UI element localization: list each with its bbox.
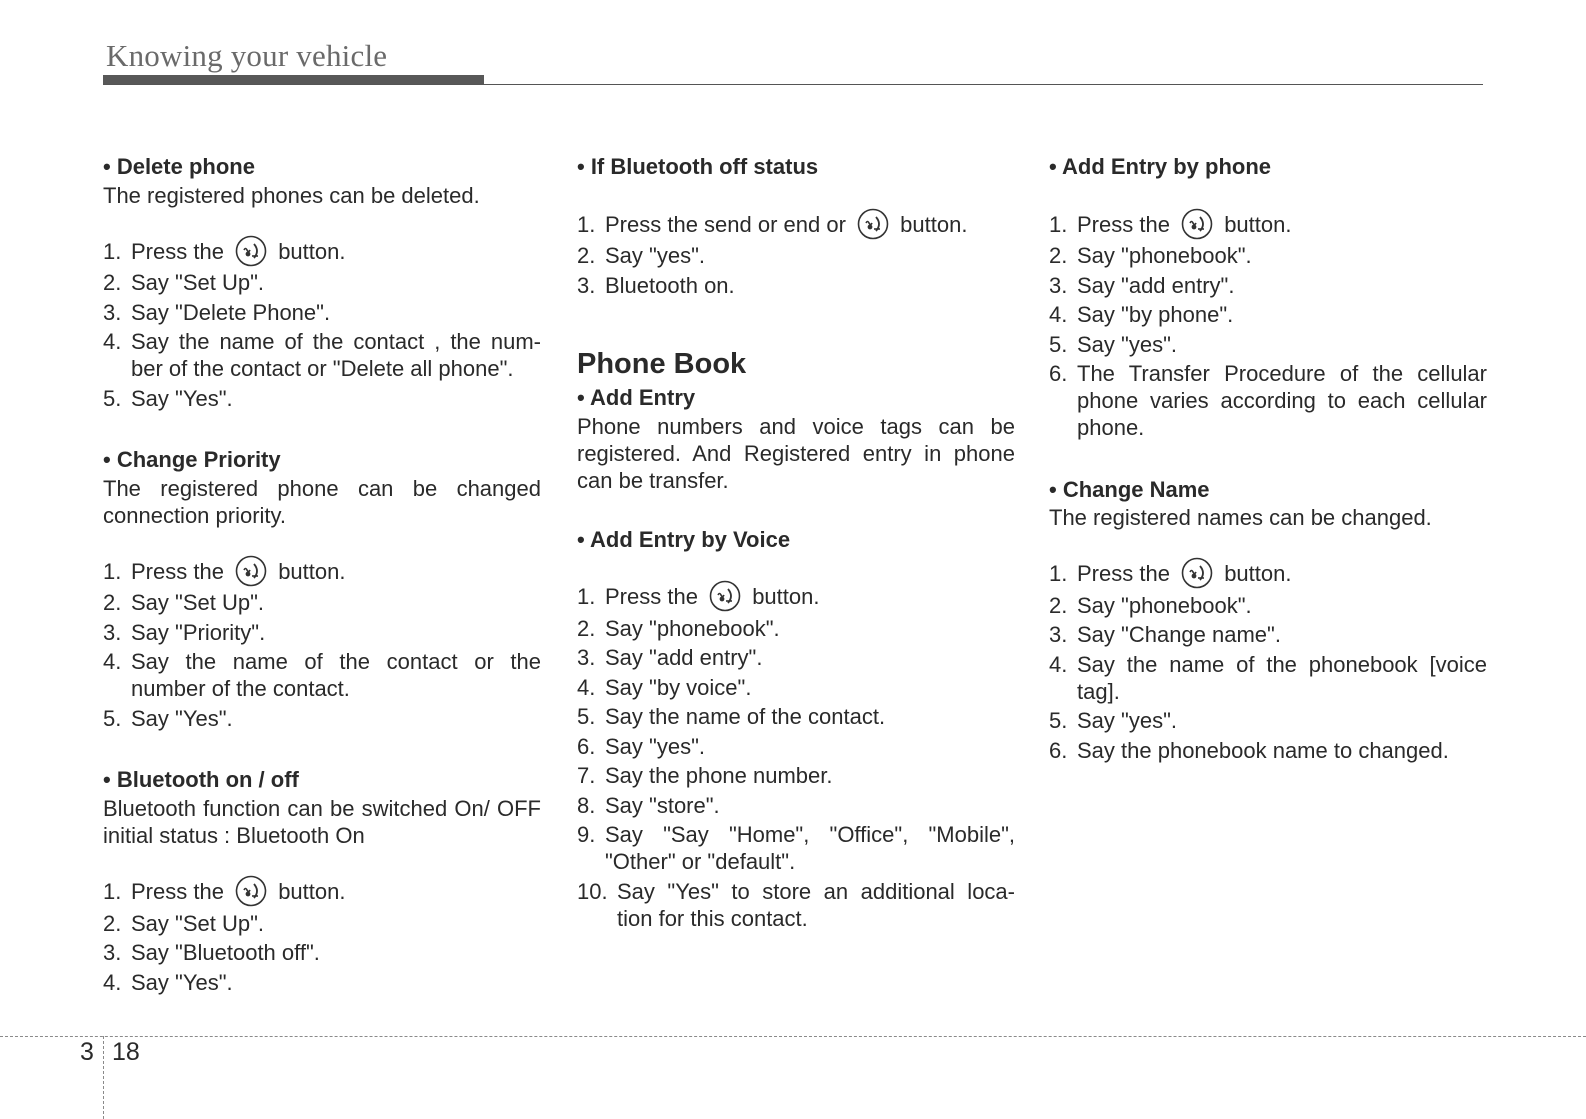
step-item <box>103 705 541 732</box>
step-item <box>103 619 541 646</box>
step-number: 4. <box>103 329 122 355</box>
step-number: 4. <box>577 674 596 700</box>
voice-recognition-talk-icon <box>1181 208 1213 240</box>
step-text: Press the <box>1077 211 1170 237</box>
change-priority-heading: • Change Priority <box>103 447 281 473</box>
step-number: 3. <box>103 940 122 966</box>
step-item <box>1049 737 1487 764</box>
step-text: Say "Yes". <box>131 705 233 731</box>
step-item <box>103 385 541 412</box>
voice-recognition-talk-icon <box>857 208 889 240</box>
bt-off-heading: • If Bluetooth off status <box>577 154 819 179</box>
step-text: Say the name of the contact , the num- ber of the contact or "Delete all phone". <box>131 329 541 382</box>
bluetooth-onoff-intro: Bluetooth function can be switched On/ OFF initial status : Bluetooth On <box>103 795 541 848</box>
step-text: Say "add entry". <box>605 645 763 671</box>
step-number: 1. <box>103 878 122 904</box>
step-item <box>577 615 1015 642</box>
step-number: 3. <box>103 299 122 325</box>
step-number: 5. <box>103 385 122 411</box>
step-text: Say the name of the contact or the number of the contact. <box>131 649 541 702</box>
step-text: Say "by voice". <box>605 674 752 700</box>
add-by-voice-heading: • Add Entry by Voice <box>577 526 791 552</box>
step-number: 2. <box>103 590 122 616</box>
step-number: 3. <box>1049 622 1068 648</box>
step-text: Say "yes". <box>605 243 705 269</box>
step-number: 2. <box>1049 592 1068 618</box>
step-item <box>577 733 1015 760</box>
step-number: 2. <box>1049 243 1068 269</box>
step-number: 2. <box>577 615 596 641</box>
step-item <box>577 242 1015 269</box>
step-item <box>103 969 541 996</box>
step-number: 4. <box>103 649 122 675</box>
step-item <box>1049 301 1487 328</box>
step-number: 3. <box>1049 272 1068 298</box>
step-item <box>103 328 541 382</box>
step-number: 2. <box>577 243 596 269</box>
steps-list-10 <box>577 878 1015 932</box>
step-text: Say "Say "Home", "Office", "Mobile", "Other" or "default". <box>605 822 1015 875</box>
step-text: Say the phonebook name to changed. <box>1077 737 1449 763</box>
step-item <box>577 792 1015 819</box>
page-number: 18 <box>112 1038 140 1066</box>
step-item <box>577 644 1015 671</box>
delete-phone-heading: • Delete phone <box>103 154 255 179</box>
step-item <box>1049 707 1487 734</box>
step-text-after: button. <box>278 238 346 264</box>
step-text: Press the <box>605 584 698 610</box>
add-by-phone-heading: • Add Entry by phone <box>1049 154 1271 179</box>
step-item <box>1049 211 1487 240</box>
step-text: Bluetooth on. <box>605 272 735 298</box>
step-item <box>103 299 541 326</box>
column-1 <box>103 152 541 998</box>
step-item <box>103 589 541 616</box>
steps-list <box>577 583 1015 875</box>
change-priority-intro: The registered phone can be changed connection priority. <box>103 475 541 528</box>
step-number: 8. <box>577 792 596 818</box>
step-item <box>577 211 1015 240</box>
step-text: Say "Bluetooth off". <box>131 940 320 966</box>
step-text: Say "Priority". <box>131 619 266 645</box>
step-text: Press the <box>131 238 224 264</box>
step-number: 3. <box>103 619 122 645</box>
header-rule <box>103 84 1483 85</box>
add-entry-intro: Phone numbers and voice tags can be registered. And Registered entry in phone can be transfer. <box>577 413 1015 493</box>
step-text: Press the <box>131 558 224 584</box>
step-item <box>577 821 1015 875</box>
step-text-after: button. <box>752 584 820 610</box>
change-name-heading: • Change Name <box>1049 476 1210 502</box>
step-number: 4. <box>1049 651 1068 677</box>
step-item <box>103 878 541 907</box>
voice-recognition-talk-icon <box>235 235 267 267</box>
step-text: Say "Set Up". <box>131 910 265 936</box>
step-text: Say "Change name". <box>1077 622 1281 648</box>
step-item <box>1049 331 1487 358</box>
step-item <box>103 269 541 296</box>
step-text: Say "Delete Phone". <box>131 299 331 325</box>
step-text: Press the send or end or <box>605 211 846 237</box>
step-text: Press the <box>131 878 224 904</box>
step-text: Say "by phone". <box>1077 302 1234 328</box>
step-number: 5. <box>103 705 122 731</box>
steps-list <box>1049 211 1487 442</box>
step-item <box>577 878 1015 932</box>
step-text: Say "Set Up". <box>131 270 265 296</box>
step-item <box>103 910 541 937</box>
step-item <box>1049 360 1487 441</box>
steps-list <box>1049 560 1487 764</box>
step-text: Say "phonebook". <box>1077 592 1252 618</box>
step-item <box>577 674 1015 701</box>
bluetooth-onoff-heading: • Bluetooth on / off <box>103 767 299 793</box>
steps-list <box>577 211 1015 299</box>
step-number: 1. <box>577 584 596 610</box>
page-header-title: Knowing your vehicle <box>106 38 388 73</box>
voice-recognition-talk-icon <box>235 875 267 907</box>
voice-recognition-talk-icon <box>709 580 741 612</box>
step-item <box>1049 242 1487 269</box>
step-item <box>1049 621 1487 648</box>
step-number: 4. <box>1049 302 1068 328</box>
step-number: 5. <box>1049 331 1068 357</box>
step-item <box>103 648 541 702</box>
column-3 <box>1049 152 1487 766</box>
step-text-after: button. <box>1224 561 1292 587</box>
step-text: Say "yes". <box>1077 331 1177 357</box>
step-text: Say "phonebook". <box>1077 243 1252 269</box>
step-item <box>1049 592 1487 619</box>
phone-book-title: Phone Book <box>577 348 747 381</box>
step-item <box>103 558 541 587</box>
step-number: 6. <box>577 733 596 759</box>
step-text: Say "store". <box>605 792 720 818</box>
step-item <box>1049 272 1487 299</box>
chapter-number: 3 <box>80 1038 94 1066</box>
step-text: Press the <box>1077 561 1170 587</box>
step-number: 1. <box>103 238 122 264</box>
step-text: Say "yes". <box>1077 708 1177 734</box>
step-number: 1. <box>1049 561 1068 587</box>
step-text-after: button. <box>900 211 968 237</box>
change-name-intro: The registered names can be changed. <box>1049 505 1432 531</box>
step-number: 6. <box>1049 737 1068 763</box>
step-text: Say "Yes". <box>131 969 233 995</box>
footer-dashed-divider <box>103 1036 104 1119</box>
steps-list <box>103 558 541 732</box>
step-item <box>103 238 541 267</box>
step-text: Say the phone number. <box>605 763 833 789</box>
delete-phone-intro: The registered phones can be deleted. <box>103 182 480 208</box>
step-item <box>103 939 541 966</box>
step-text-after: button. <box>278 558 346 584</box>
steps-list <box>103 238 541 412</box>
step-item <box>577 762 1015 789</box>
footer-dashed-rule <box>0 1036 1586 1037</box>
step-number: 5. <box>577 704 596 730</box>
step-number: 2. <box>103 270 122 296</box>
step-number: 1. <box>103 558 122 584</box>
step-number: 1. <box>1049 211 1068 237</box>
add-entry-heading: • Add Entry <box>577 385 696 411</box>
header-accent-bar <box>103 75 484 84</box>
step-number: 3. <box>577 645 596 671</box>
step-text: Say "add entry". <box>1077 272 1235 298</box>
step-number: 5. <box>1049 708 1068 734</box>
voice-recognition-talk-icon <box>235 555 267 587</box>
step-number: 7. <box>577 763 596 789</box>
step-text: Say "Set Up". <box>131 590 265 616</box>
step-text: Say "phonebook". <box>605 615 780 641</box>
step-text-after: button. <box>278 878 346 904</box>
step-number: 6. <box>1049 361 1068 387</box>
step-number: 9. <box>577 822 596 848</box>
step-text: Say the name of the contact. <box>605 704 886 730</box>
step-item <box>577 583 1015 612</box>
step-text: Say "Yes". <box>131 385 233 411</box>
step-number: 2. <box>103 910 122 936</box>
step-number: 1. <box>577 211 596 237</box>
step-text: Say "Yes" to store an additional loca- tion for this contact. <box>617 878 1015 931</box>
voice-recognition-talk-icon <box>1181 557 1213 589</box>
step-text: Say the name of the phonebook [voice tag]. <box>1077 651 1487 704</box>
step-item <box>1049 560 1487 589</box>
step-item <box>1049 651 1487 705</box>
step-number: 10. <box>577 878 608 904</box>
steps-list <box>103 878 541 996</box>
column-2 <box>577 152 1015 934</box>
step-item <box>577 272 1015 299</box>
step-number: 4. <box>103 969 122 995</box>
step-text: Say "yes". <box>605 733 705 759</box>
step-item <box>577 703 1015 730</box>
step-text: The Transfer Procedure of the cellular phone varies according to each cellular phone. <box>1077 361 1487 441</box>
step-text-after: button. <box>1224 211 1292 237</box>
step-number: 3. <box>577 272 596 298</box>
